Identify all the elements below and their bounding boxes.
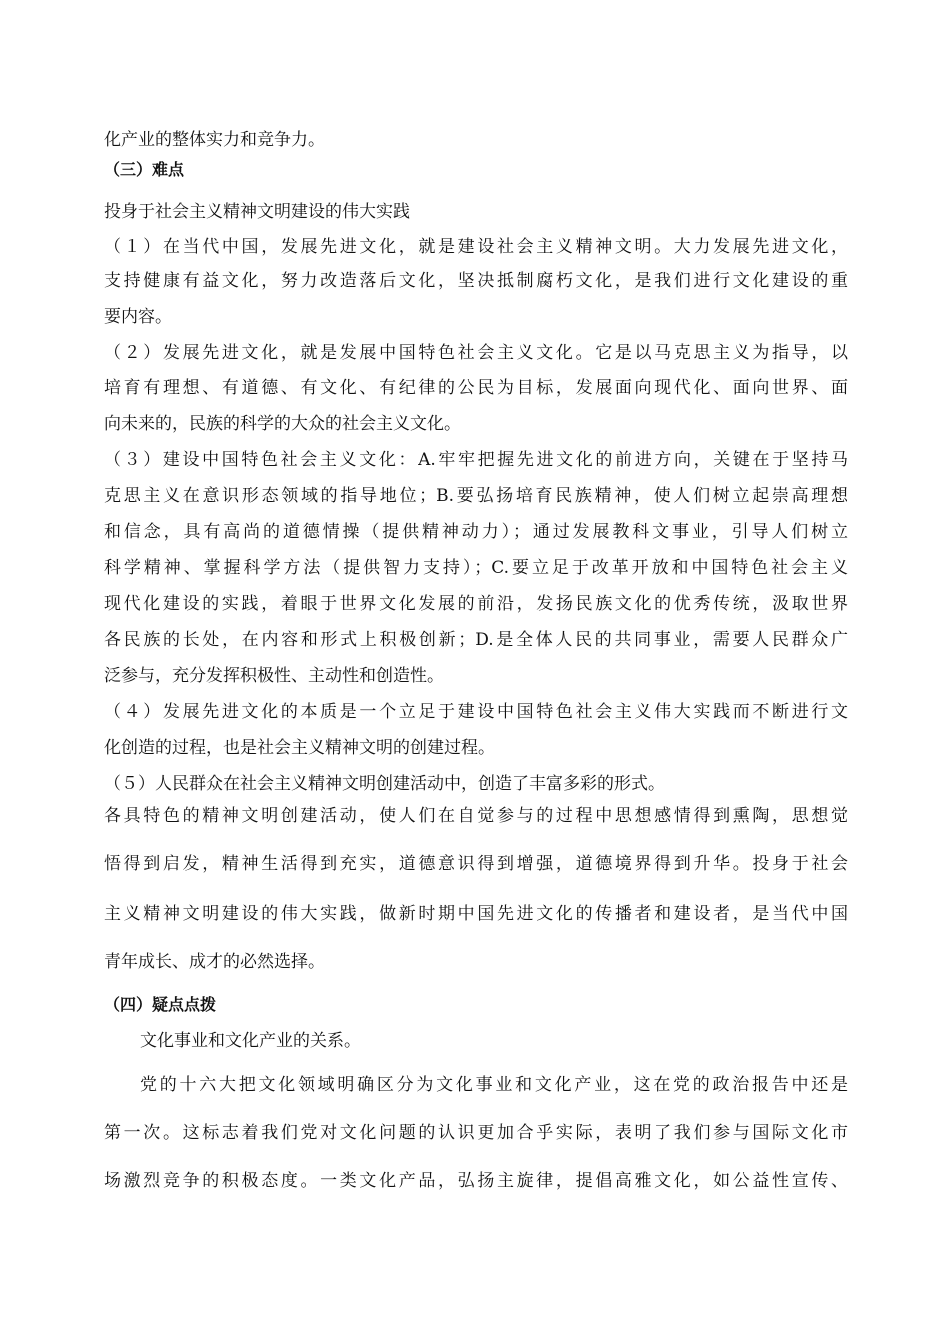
text-line: 培育有理想、有道德、有文化、有纪律的公民为目标，发展面向现代化、面向世界、面: [104, 378, 848, 398]
text-line: （２）发展先进文化，就是发展中国特色社会主义文化。它是以马克思主义为指导，以: [104, 343, 848, 363]
section-heading-doubts: （四）疑点点拨: [104, 995, 217, 1014]
text-line: 第一次。这标志着我们党对文化问题的认识更加合乎实际，表明了我们参与国际文化市: [104, 1123, 848, 1143]
text-line: 各民族的长处，在内容和形式上积极创新；D.是全体人民的共同事业，需要人民群众广: [104, 630, 848, 650]
text-line: （１）在当代中国，发展先进文化，就是建设社会主义精神文明。大力发展先进文化，: [104, 237, 848, 257]
text-line: 支持健康有益文化，努力改造落后文化，坚决抵制腐朽文化，是我们进行文化建设的重: [104, 271, 848, 291]
text-line: 党的十六大把文化领域明确区分为文化事业和文化产业，这在党的政治报告中还是: [140, 1075, 848, 1095]
text-line: 克思主义在意识形态领域的指导地位；B.要弘扬培育民族精神，使人们树立起崇高理想: [104, 486, 848, 506]
text-line: 要内容。: [104, 307, 172, 327]
text-line: （５）人民群众在社会主义精神文明创建活动中，创造了丰富多彩的形式。: [104, 774, 665, 794]
text-line: 场激烈竞争的积极态度。一类文化产品，弘扬主旋律，提倡高雅文化，如公益性宣传、: [104, 1171, 848, 1191]
text-line: 泛参与，充分发挥积极性、主动性和创造性。: [104, 666, 444, 686]
text-line: 科学精神、掌握科学方法（提供智力支持）；C.要立足于改革开放和中国特色社会主义: [104, 558, 848, 578]
text-line: 向未来的，民族的科学的大众的社会主义文化。: [104, 414, 461, 434]
text-line: 主义精神文明建设的伟大实践，做新时期中国先进文化的传播者和建设者，是当代中国: [104, 904, 848, 924]
text-line: 文化事业和文化产业的关系。: [140, 1031, 361, 1051]
text-line: 青年成长、成才的必然选择。: [104, 952, 325, 972]
text-line: （４）发展先进文化的本质是一个立足于建设中国特色社会主义伟大实践而不断进行文: [104, 702, 848, 722]
text-line: 和信念，具有高尚的道德情操（提供精神动力）；通过发展教科文事业，引导人们树立: [104, 522, 848, 542]
text-line: 各具特色的精神文明创建活动，使人们在自觉参与的过程中思想感情得到熏陶，思想觉: [104, 806, 848, 826]
text-line: 悟得到启发，精神生活得到充实，道德意识得到增强，道德境界得到升华。投身于社会: [104, 854, 848, 874]
text-line: 投身于社会主义精神文明建设的伟大实践: [104, 202, 410, 222]
text-line: 化创造的过程，也是社会主义精神文明的创建过程。: [104, 738, 495, 758]
section-heading-difficulty: （三）难点: [104, 160, 185, 179]
text-line: （３）建设中国特色社会主义文化：A.牢牢把握先进文化的前进方向，关键在于坚持马: [104, 450, 848, 470]
text-line: 化产业的整体实力和竞争力。: [104, 130, 325, 150]
text-line: 现代化建设的实践，着眼于世界文化发展的前沿，发扬民族文化的优秀传统，汲取世界: [104, 594, 848, 614]
